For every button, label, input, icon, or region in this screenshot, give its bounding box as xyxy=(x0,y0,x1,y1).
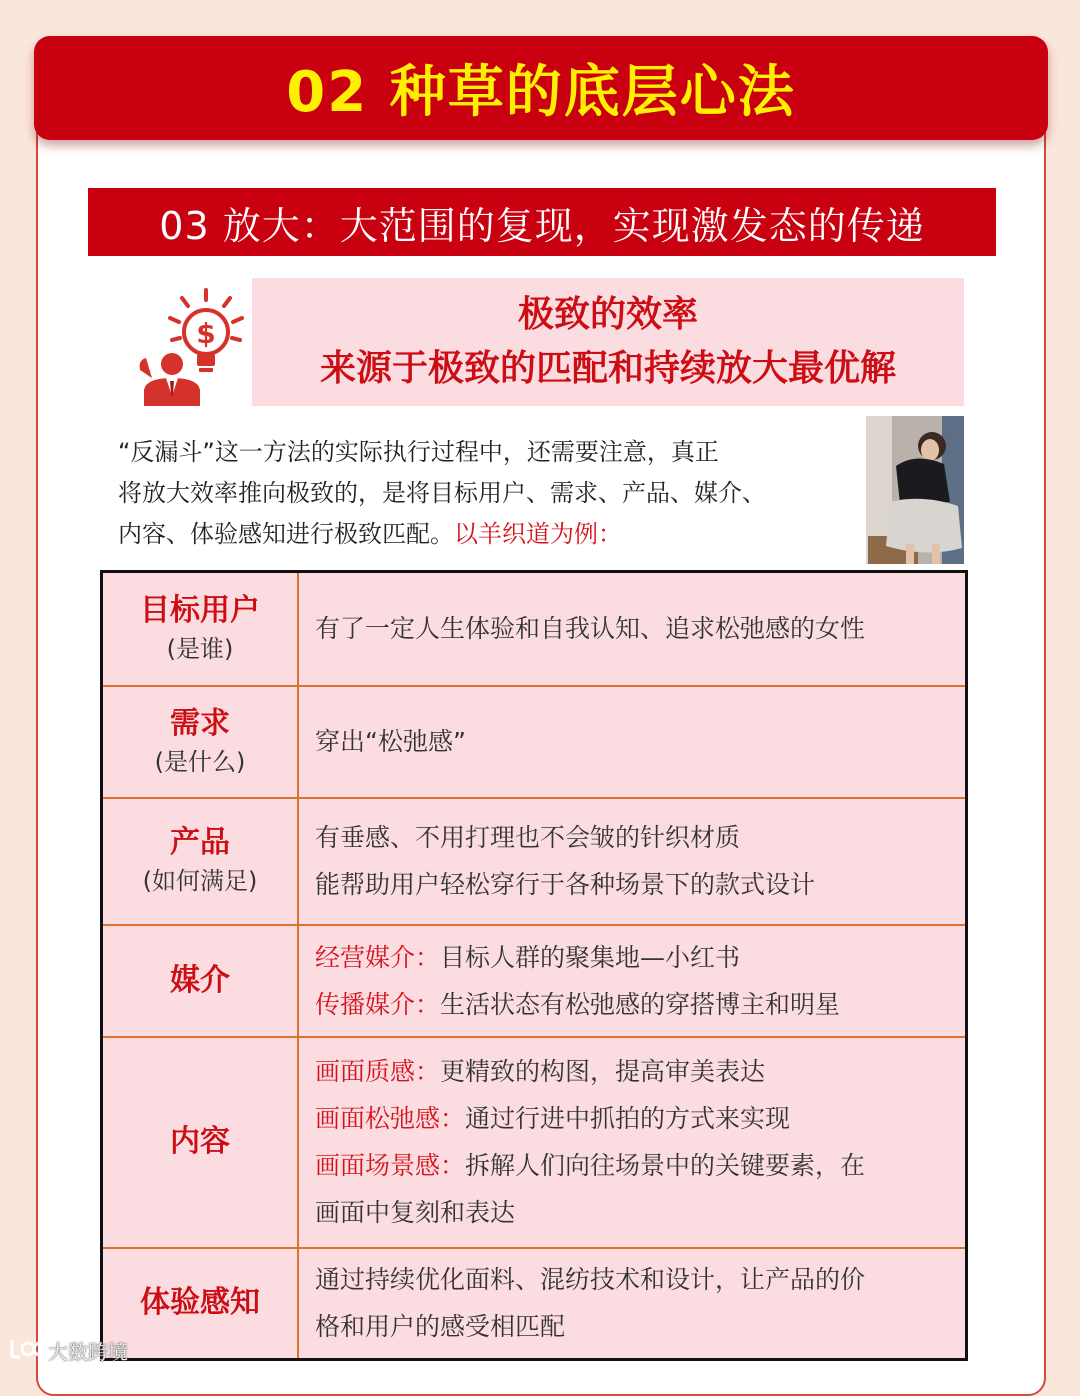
table-row xyxy=(102,925,967,1037)
value-line: 有垂感、不用打理也不会皱的针织材质 xyxy=(315,823,741,852)
quote-line-2: 来源于极致的匹配和持续放大最优解 xyxy=(319,348,896,389)
table-row xyxy=(102,1248,967,1360)
row-key: 媒介 xyxy=(170,962,230,998)
section-title: 03 放大：大范围的复现，实现激发态的传递 xyxy=(159,203,925,248)
value-text: 生活状态有松弛感的穿搭博主和明星 xyxy=(440,989,841,1019)
row-value-cell xyxy=(298,798,967,925)
value-line: 格和用户的感受相匹配 xyxy=(315,1312,566,1342)
value-label: 经营媒介： xyxy=(315,942,441,972)
row-key-cell xyxy=(102,686,299,798)
value-line xyxy=(315,1048,945,1095)
table-row xyxy=(102,1037,967,1248)
value-line: 画面中复刻和表达 xyxy=(315,1198,516,1227)
row-value-cell xyxy=(298,1037,967,1248)
row-key: 需求 xyxy=(170,705,230,741)
value-text: 通过行进中抓拍的方式来实现 xyxy=(465,1104,791,1133)
row-value-cell xyxy=(298,686,967,798)
attribute-table xyxy=(100,570,968,1361)
value-text: 目标人群的聚集地—小红书 xyxy=(440,942,741,972)
row-key-cell xyxy=(102,1248,299,1360)
row-key-cell xyxy=(102,925,299,1037)
value-text: 更精致的构图，提高审美表达 xyxy=(440,1057,766,1086)
watermark xyxy=(8,1336,128,1365)
intro-line: “反漏斗”这一方法的实际执行过程中，还需要注意，真正 xyxy=(118,438,719,466)
row-key-sub: (如何满足) xyxy=(142,867,258,895)
row-key: 体验感知 xyxy=(140,1285,260,1321)
table-row xyxy=(102,798,967,925)
value-line: 通过持续优化面料、混纺技术和设计，让产品的价 xyxy=(315,1265,866,1295)
key-quote-box xyxy=(252,278,964,406)
watermark-logo-icon xyxy=(8,1336,48,1365)
row-key-cell xyxy=(102,1037,299,1248)
table-row xyxy=(102,572,967,686)
model-photo xyxy=(866,416,964,564)
main-banner xyxy=(34,36,1048,140)
value-line: 穿出“松弛感” xyxy=(315,727,466,756)
row-key: 内容 xyxy=(170,1124,230,1159)
quote-line-1: 极致的效率 xyxy=(517,294,698,335)
businessman-idea-bulb-icon xyxy=(136,286,248,406)
intro-line: 将放大效率推向极致的，是将目标用户、需求、产品、媒介、 xyxy=(118,479,766,507)
row-key-sub: (是谁) xyxy=(166,634,234,663)
row-value-cell xyxy=(298,572,967,686)
value-line xyxy=(315,981,945,1028)
row-key: 目标用户 xyxy=(140,592,260,628)
table-row xyxy=(102,686,967,798)
value-line xyxy=(315,1142,945,1189)
row-key-cell xyxy=(102,572,299,686)
section-banner xyxy=(88,188,996,256)
svg-text:$: $ xyxy=(196,317,216,350)
watermark-text: 大数跨境 xyxy=(48,1340,128,1364)
intro-line xyxy=(118,514,858,555)
value-line xyxy=(315,934,945,981)
row-key-cell xyxy=(102,798,299,925)
row-value-cell xyxy=(298,1248,967,1360)
value-label: 画面质感： xyxy=(315,1057,441,1086)
value-line: 能帮助用户轻松穿行于各种场景下的款式设计 xyxy=(315,870,816,899)
value-label: 画面场景感： xyxy=(315,1151,466,1180)
row-key: 产品 xyxy=(170,825,230,860)
intro-paragraph xyxy=(118,432,858,555)
row-value-cell xyxy=(298,925,967,1037)
example-highlight: 以羊织道为例： xyxy=(454,520,622,548)
row-key-sub: (是什么) xyxy=(154,747,246,776)
intro-text: 内容、体验感知进行极致匹配。 xyxy=(118,520,454,548)
value-line: 有了一定人生体验和自我认知、追求松弛感的女性 xyxy=(315,614,866,644)
page-title: 02 种草的底层心法 xyxy=(286,60,796,125)
value-label: 传播媒介： xyxy=(315,989,441,1019)
value-line xyxy=(315,1095,945,1142)
value-text: 拆解人们向往场景中的关键要素，在 xyxy=(465,1151,866,1180)
value-label: 画面松弛感： xyxy=(315,1104,466,1133)
